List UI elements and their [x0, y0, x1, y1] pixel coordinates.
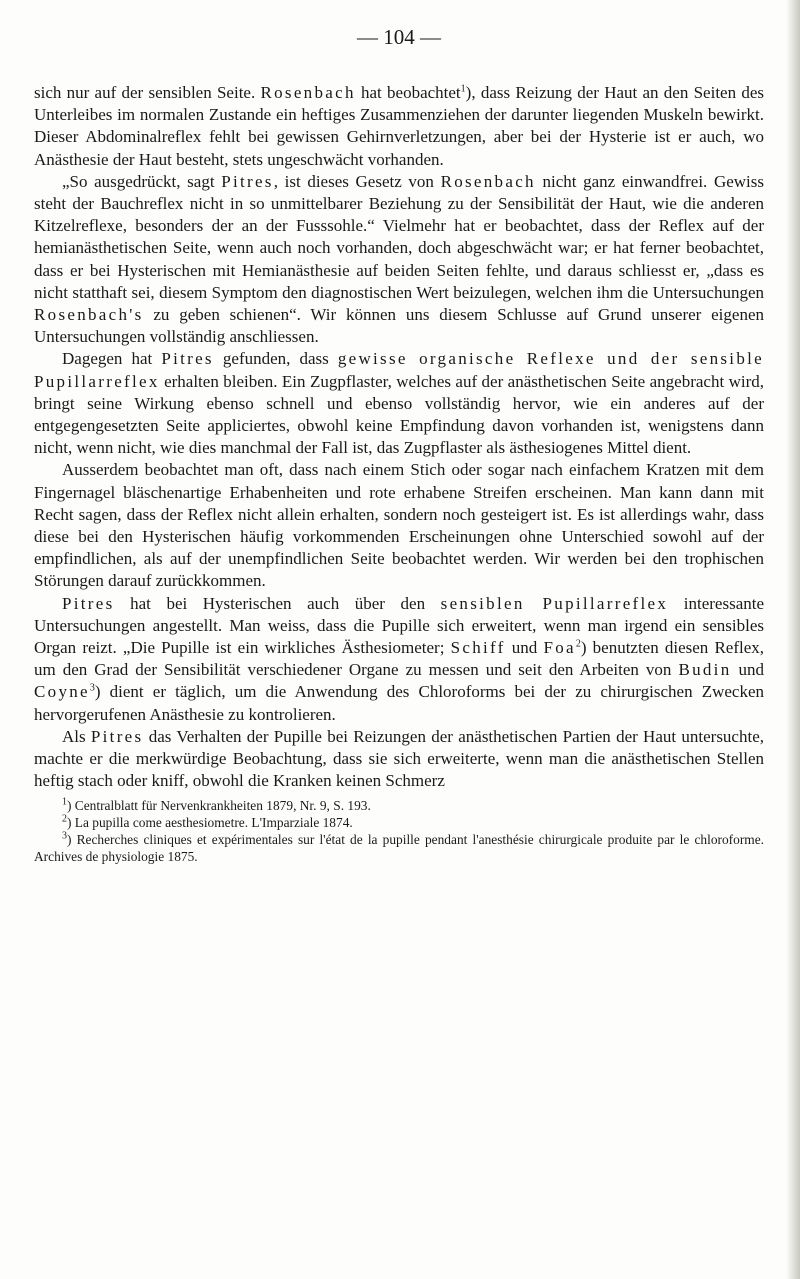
author-name: Budin	[678, 660, 732, 680]
body-text	[34, 82, 764, 793]
footnote-ref: 2	[575, 638, 581, 650]
footnote-1: $^1$) Centralblatt für Nervenkrankheiten 1879, Nr. 9, S. 193.	[62, 796, 371, 813]
author-name: Schiff	[450, 638, 506, 658]
author-name: Coyne	[34, 682, 90, 702]
author-name: Pitres	[221, 171, 274, 191]
author-name: Pitres	[62, 593, 115, 613]
paragraph-2: „So ausgedrückt, sagt Pitres, ist dieses Gesetz von Rosenbach nicht ganz einwandfrei. Gewiss steht der Bauchreflex nicht in so unmittelbarer Beziehung zu der Sensibilität der Haut, wie die anderen Kitzelreflexe, besonders der an der Fusssohle.“ Vielmehr hat er beobachtet, dass der Reflex auf der hemianästhetischen Seite, wenn auch noch vorhanden, doch abgeschwächt war; er hat ferner beobachtet, dass er bei Hysterischen mit Hemianästhesie auf beiden Seiten fehlte, und daraus schliesst er, „dass es nicht statthaft sei, diesem Symptom den diagnostischen Wert beizulegen, welchen ihm die Untersuchungen Rosenbach's zu geben schienen“. Wir können uns diesem Schlusse auf Grund unserer eigenen Untersuchungen vollständig anschliessen.	[34, 171, 764, 347]
author-name: Rosenbach's	[34, 305, 144, 325]
author-name: Rosenbach	[260, 83, 356, 102]
author-name: Pitres	[161, 349, 214, 369]
footnote-ref: 3	[89, 682, 95, 694]
page-number: — 104 —	[357, 25, 441, 49]
author-name: Pitres	[90, 726, 144, 746]
author-name: Rosenbach	[440, 171, 536, 191]
book-page	[34, 22, 764, 866]
paragraph-4: Ausserdem beobachtet man oft, dass nach einem Stich oder sogar nach einfachem Kratzen mit dem Fingernagel bläschenartige Erhabenheiten und rote erhabene Streifen erscheinen. Man kann dann mit Recht sagen, dass der Reflex nicht allein erhalten, sondern noch gesteigert ist. Es ist allerdings wahr, dass diese bei den Hysterischen häufig vorkommenden Erscheinungen ohne Unterschied sowohl auf der empfindlichen, als auf der unempfindlichen Seite beobachtet werden. Wir werden bei den trophischen Störungen darauf zurückkommen.	[34, 460, 764, 591]
footnote-ref: 1	[460, 83, 466, 95]
paragraph-3: Dagegen hat Pitres gefunden, dass gewisse organische Reflexe und der sensible Pupillarreflex erhalten bleiben. Ein Zugpflaster, welches auf der anästhetischen Seite angebracht wird, bringt seine Wirkung ebenso schnell und ebenso vollständig hervor, wie ein anderes auf der entgegengesetzten Seite appliciertes, obwohl keine Empfindung davon vorhanden ist, wenigstens dann nicht, wenn nicht, wie dies manchmal der Fall ist, das Zugpflaster als ästhesiogenes Mittel dient.	[34, 349, 765, 458]
paragraph-1: sich nur auf der sensiblen Seite. Rosenbach hat beobachtet$^1$), dass Reizung der Haut an den Seiten des Unterleibes im normalen Zustande ein heftiges Zusammenziehen der darunter liegenden Muskeln bewirkt. Dieser Abdominalreflex fehlt bei gewissen Gehirnverletzungen, aber bei der Hysterie ist er auch, wo Anästhesie der Haut besteht, stets ungeschwächt vorhanden.	[34, 83, 765, 169]
footnote-2: $^2$) La pupilla come aesthesiometre. L'Imparziale 1874.	[62, 813, 353, 830]
emphasis-text: sensiblen Pupillarreflex	[440, 593, 669, 613]
page-edge-shadow	[786, 0, 800, 1279]
paragraph-6: Als Pitres das Verhalten der Pupille bei Reizungen der anästhetischen Partien der Haut untersuchte, machte er die merkwürdige Beobachtung, dass sie sich erweiterte, wenn man die anästhetischen Stellen heftig stach oder kniff, obwohl die Kranken keinen Schmerz	[34, 726, 764, 791]
emphasis-text: gewisse organische Reflexe und der sensible Pupillarreflex	[34, 349, 765, 391]
footnotes	[34, 797, 764, 866]
footnote-3: $^3$) Recherches cliniques et expérimentales sur l'état de la pupille pendant l'anesthésie chirurgicale produite par le chloroforme. Archives de physiologie 1875.	[34, 830, 764, 865]
author-name: Foa	[543, 638, 576, 658]
paragraph-5: Pitres hat bei Hysterischen auch über den sensiblen Pupillarreflex interessante Untersuchungen angestellt. Man weiss, dass die Pupille sich erweitert, wenn man irgend ein sensibles Organ reizt. „Die Pupille ist ein wirkliches Ästhesiometer; Schiff und Foa$^2$) benutzten diesen Reflex, um den Grad der Sensibilität verschiedener Organe zu messen und seit den Arbeiten von Budin und Coyne$^3$) dient er täglich, um die Anwendung des Chloroforms bei der zu chirurgischen Zwecken hervorgerufenen Anästhesie zu kontrolieren.	[34, 593, 765, 724]
